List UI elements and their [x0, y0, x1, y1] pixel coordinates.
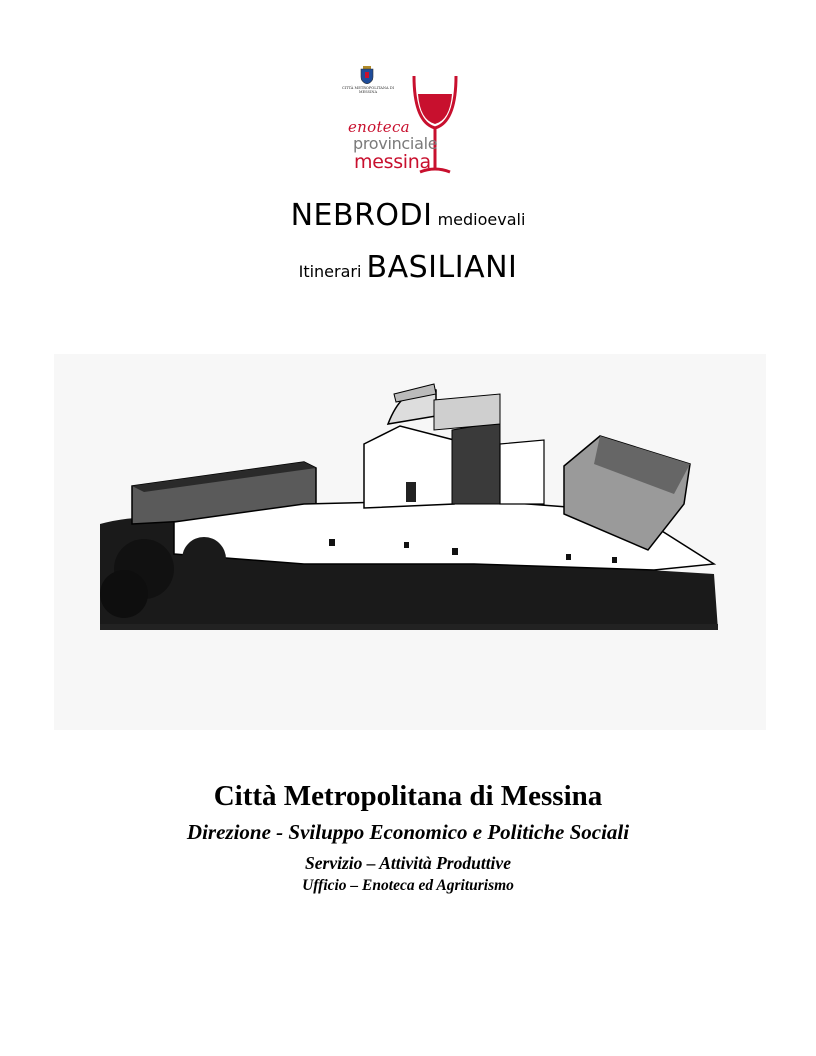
- direction-line: Direzione - Sviluppo Economico e Politiche Sociali: [186, 820, 630, 844]
- brand-provinciale: provinciale: [353, 134, 438, 153]
- service-line: Servizio – Attività Produttive: [305, 853, 511, 873]
- brand-messina: messina: [354, 151, 431, 173]
- title-medioevali: medioevali: [437, 210, 526, 229]
- title-itinerari: Itinerari: [298, 262, 362, 281]
- brand-enoteca: enoteca: [348, 118, 410, 136]
- organization-name: Città Metropolitana di Messina: [213, 780, 603, 812]
- monastery-photo: [54, 354, 766, 730]
- enoteca-logo: [338, 62, 468, 178]
- office-line: Ufficio – Enoteca ed Agriturismo: [302, 877, 514, 894]
- crest-caption: CITTÀ METROPOLITANA DI MESSINA: [341, 86, 395, 94]
- coat-of-arms-icon: [360, 66, 374, 84]
- title-line-2: [0, 250, 816, 285]
- title-nebrodi: NEBRODI: [290, 198, 433, 233]
- title-basiliani: BASILIANI: [366, 250, 518, 285]
- title-line-1: [0, 198, 816, 233]
